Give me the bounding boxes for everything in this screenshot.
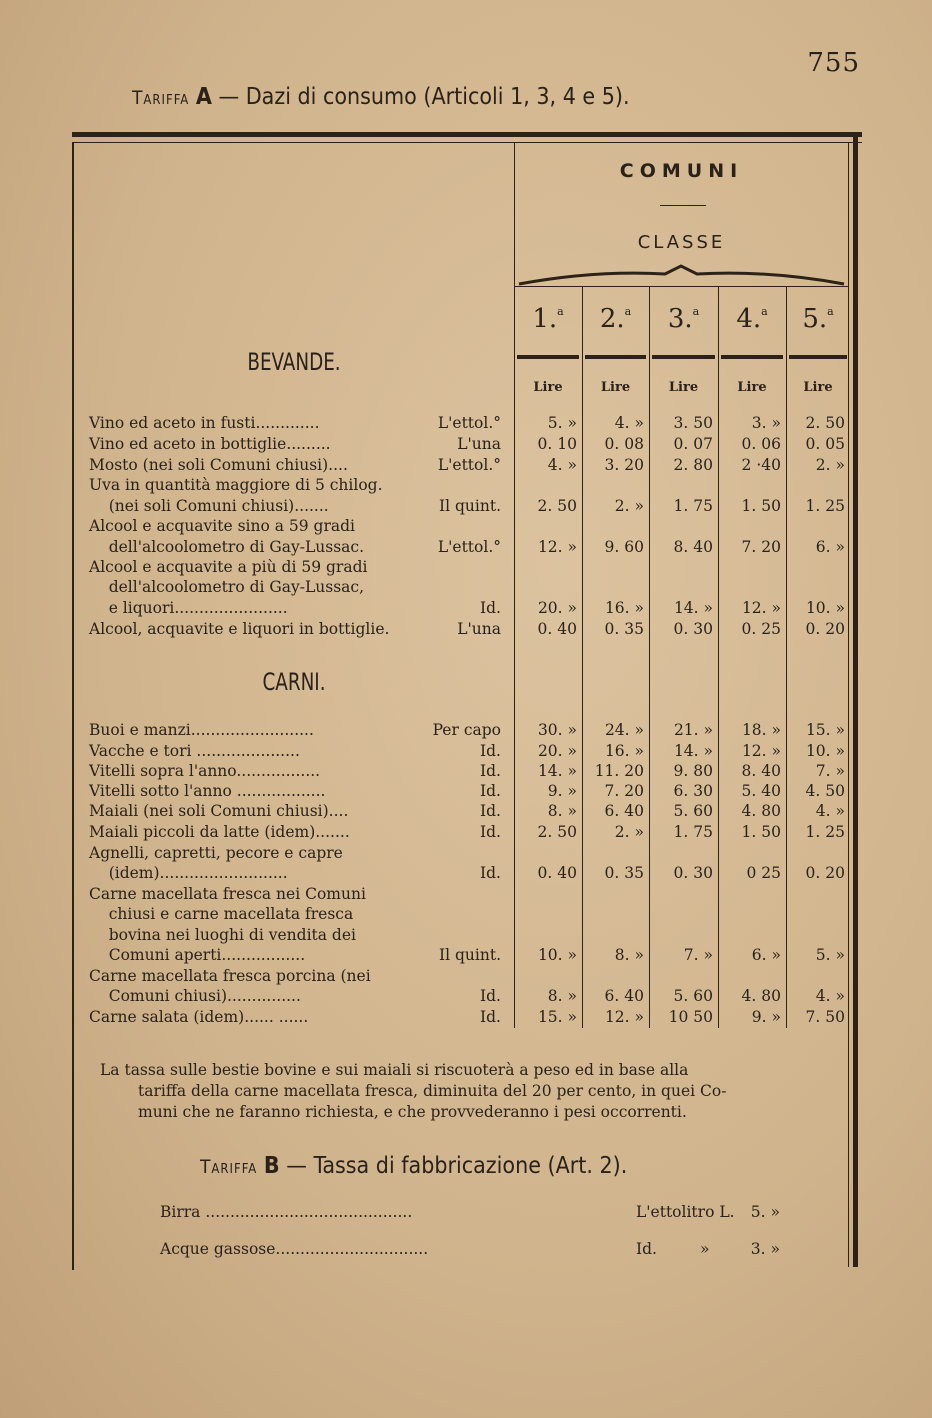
page-title: [132, 84, 630, 110]
row-label: Carne macellata fresca nei Comuni: [89, 885, 366, 903]
rate-cell: 8. »: [614, 946, 644, 964]
rate-cell: 21. »: [673, 721, 713, 739]
frame-right-border: [853, 137, 858, 1267]
table-top-rule: [72, 132, 862, 137]
row-label: Vino ed aceto in bottiglie.........: [89, 435, 331, 453]
tariffa-letter: A: [195, 84, 212, 110]
row-unit: Id.: [480, 802, 501, 820]
footnote-line: muni che ne faranno richiesta, e che provvederanno i pesi occorrenti.: [138, 1103, 687, 1121]
row-unit: L'ettolitro L.: [636, 1203, 735, 1221]
rate-cell: 1. 75: [673, 497, 713, 515]
row-label: Vacche e tori .....................: [89, 742, 300, 760]
class-header: 3.$^a$: [667, 304, 700, 334]
rate-cell: 5. »: [815, 946, 845, 964]
rate-cell: 0. 05: [805, 435, 845, 453]
rate-cell: 8. »: [547, 987, 577, 1005]
rate-cell: 5. »: [547, 414, 577, 432]
rate-cell: 0. 20: [805, 620, 845, 638]
rate-cell: 14. »: [673, 742, 713, 760]
row-value: 5. »: [750, 1203, 780, 1221]
row-label: Comuni aperti.................: [89, 946, 306, 964]
rate-cell: 4. 50: [805, 782, 845, 800]
rate-cell: 0. 35: [604, 864, 644, 882]
class-header: 1.$^a$: [532, 304, 564, 334]
rate-cell: 6. 30: [673, 782, 713, 800]
rate-cell: 14. »: [673, 599, 713, 617]
rate-cell: 20. »: [537, 599, 577, 617]
row-label: Acque gassose...............................: [160, 1240, 429, 1258]
rate-cell: 0. 07: [673, 435, 713, 453]
row-unit: Id.: [480, 742, 501, 760]
rate-cell: 15. »: [805, 721, 845, 739]
rate-cell: 10. »: [805, 599, 845, 617]
classe-heading: CLASSE: [637, 232, 726, 253]
row-unit: Per capo: [432, 721, 501, 739]
section-title: BEVANDE.: [247, 348, 341, 376]
rate-cell: 16. »: [604, 599, 644, 617]
rate-cell: 0. 30: [673, 864, 713, 882]
footnote: [100, 1060, 840, 1123]
rate-cell: 9. »: [751, 1008, 781, 1026]
row-currency: »: [700, 1240, 710, 1258]
rate-cell: 0. 08: [604, 435, 644, 453]
class-header: 4.$^a$: [736, 304, 768, 334]
rate-cell: 0. 20: [805, 864, 845, 882]
row-unit: Id.: [480, 782, 501, 800]
row-label: Alcool e acquavite sino a 59 gradi: [89, 517, 356, 535]
row-unit: L'ettol.°: [437, 414, 501, 432]
header-bar: [585, 355, 646, 359]
rate-cell: 5. 40: [741, 782, 781, 800]
title-text: — Dazi di consumo (Articoli 1, 3, 4 e 5).: [218, 84, 630, 110]
rate-cell: 24. »: [604, 721, 644, 739]
rate-cell: 2. »: [614, 497, 644, 515]
rate-cell: 8. 40: [741, 762, 781, 780]
row-unit: L'una: [457, 620, 501, 638]
row-label: Maiali (nei soli Comuni chiusi)....: [89, 802, 349, 820]
header-bar: [652, 355, 715, 359]
tariffa-word: Tariffa: [200, 1156, 258, 1178]
class-header: 2.$^a$: [599, 304, 632, 334]
rate-cell: 10. »: [537, 946, 577, 964]
row-label: (nei soli Comuni chiusi).......: [89, 497, 329, 515]
rate-cell: 5. 60: [673, 987, 713, 1005]
rate-cell: 2 ·40: [741, 456, 781, 474]
row-unit: L'ettol.°: [437, 456, 501, 474]
rate-cell: 7. 20: [741, 538, 781, 556]
rate-cell: 4. »: [614, 414, 644, 432]
rate-cell: 15. »: [537, 1008, 577, 1026]
row-label: Uva in quantità maggiore di 5 chilog.: [89, 476, 383, 494]
row-label: Mosto (nei soli Comuni chiusi)....: [89, 456, 348, 474]
row-unit: Id.: [636, 1240, 657, 1258]
rate-cell: 12. »: [537, 538, 577, 556]
rate-cell: 2. 50: [537, 823, 577, 841]
rate-cell: 0. 30: [673, 620, 713, 638]
rate-cell: 10. »: [805, 742, 845, 760]
rate-cell: 4. 80: [741, 802, 781, 820]
class-header: 5.$^a$: [802, 304, 834, 334]
rate-cell: 1. 25: [805, 823, 845, 841]
rate-cell: 6. »: [815, 538, 845, 556]
row-unit: Il quint.: [438, 497, 501, 515]
header-rule: [515, 286, 848, 287]
section-title: CARNI.: [262, 668, 326, 696]
header-bar: [517, 355, 579, 359]
rate-cell: 30. »: [537, 721, 577, 739]
rate-cell: 2. »: [815, 456, 845, 474]
rate-cell: 4. 80: [741, 987, 781, 1005]
brace-ornament: [515, 262, 848, 288]
rate-cell: 2. 80: [673, 456, 713, 474]
row-unit: Id.: [480, 987, 501, 1005]
rate-cell: 0. 25: [741, 620, 781, 638]
row-unit: Id.: [480, 599, 501, 617]
rate-cell: 1. 25: [805, 497, 845, 515]
rate-cell: 9. »: [547, 782, 577, 800]
title-text: — Tassa di fabbricazione (Art. 2).: [286, 1153, 628, 1179]
row-unit: Id.: [480, 864, 501, 882]
rate-cell: 6. 40: [604, 987, 644, 1005]
tariffa-b-title: [200, 1153, 627, 1179]
column-divider: [582, 286, 583, 1028]
rate-cell: 2. »: [614, 823, 644, 841]
rate-cell: 3. »: [751, 414, 781, 432]
row-unit: L'ettol.°: [437, 538, 501, 556]
row-label: Maiali piccoli da latte (idem).......: [89, 823, 350, 841]
rate-cell: 7. »: [815, 762, 845, 780]
row-label: (idem)..........................: [89, 864, 288, 882]
currency-label: Lire: [668, 380, 699, 395]
rate-cell: 11. 20: [594, 762, 644, 780]
tariffa-word: Tariffa: [132, 87, 190, 109]
row-value: 3. »: [750, 1240, 780, 1258]
currency-label: Lire: [600, 380, 631, 395]
rate-cell: 2. 50: [537, 497, 577, 515]
row-unit: L'una: [457, 435, 501, 453]
rate-cell: 18. »: [741, 721, 781, 739]
row-label: bovina nei luoghi di vendita dei: [89, 926, 356, 944]
rate-cell: 12. »: [604, 1008, 644, 1026]
rate-cell: 0. 35: [604, 620, 644, 638]
rate-cell: 8. 40: [673, 538, 713, 556]
currency-label: Lire: [737, 380, 767, 395]
row-label: dell'alcoolometro di Gay-Lussac,: [89, 578, 365, 596]
row-label: Vitelli sotto l'anno ..................: [89, 782, 326, 800]
rate-cell: 0. 40: [537, 864, 577, 882]
rate-cell: 1. 50: [741, 497, 781, 515]
column-divider: [786, 286, 787, 1028]
rate-cell: 3. 50: [673, 414, 713, 432]
rate-cell: 0 25: [746, 864, 781, 882]
rate-cell: 1. 50: [741, 823, 781, 841]
rate-cell: 10 50: [668, 1008, 713, 1026]
rate-cell: 9. 80: [673, 762, 713, 780]
rate-cell: 20. »: [537, 742, 577, 760]
row-unit: Id.: [480, 762, 501, 780]
row-label: Alcool, acquavite e liquori in bottiglie.: [89, 620, 390, 638]
footnote-line: tariffa della carne macellata fresca, diminuita del 20 per cento, in quei Co-: [138, 1082, 727, 1100]
rate-cell: 5. 60: [673, 802, 713, 820]
tariffa-letter: B: [263, 1153, 280, 1179]
column-divider: [649, 286, 650, 1028]
rate-cell: 12. »: [741, 742, 781, 760]
currency-label: Lire: [803, 380, 833, 395]
rate-cell: 4. »: [815, 987, 845, 1005]
row-label: Buoi e manzi.........................: [89, 721, 314, 739]
rate-cell: 0. 10: [537, 435, 577, 453]
row-unit: Id.: [480, 1008, 501, 1026]
rate-cell: 9. 60: [604, 538, 644, 556]
rate-cell: 4. »: [815, 802, 845, 820]
rate-cell: 7. 50: [805, 1008, 845, 1026]
row-label: Alcool e acquavite a più di 59 gradi: [89, 558, 368, 576]
row-label: dell'alcoolometro di Gay-Lussac.: [89, 538, 365, 556]
row-label: e liquori.......................: [89, 599, 288, 617]
rate-cell: 3. 20: [604, 456, 644, 474]
rate-cell: 2. 50: [805, 414, 845, 432]
row-label: Birra ..........................................: [160, 1203, 413, 1221]
comuni-heading: COMUNI: [619, 160, 744, 182]
rate-cell: 16. »: [604, 742, 644, 760]
rate-cell: 0. 40: [537, 620, 577, 638]
header-bar: [721, 355, 783, 359]
rate-cell: 0. 06: [741, 435, 781, 453]
row-label: chiusi e carne macellata fresca: [89, 905, 354, 923]
row-label: Vino ed aceto in fusti.............: [89, 414, 320, 432]
rate-cell: 7. »: [683, 946, 713, 964]
row-unit: Il quint.: [438, 946, 501, 964]
row-label: Carne macellata fresca porcina (nei: [89, 967, 371, 985]
rate-cell: 12. »: [741, 599, 781, 617]
header-bar: [789, 355, 847, 359]
row-label: Comuni chiusi)...............: [89, 987, 301, 1005]
footnote-line: La tassa sulle bestie bovine e sui maiali si riscuoterà a peso ed in base alla: [100, 1061, 689, 1079]
rate-cell: 4. »: [547, 456, 577, 474]
rate-cell: 7. 20: [604, 782, 644, 800]
rate-cell: 6. 40: [604, 802, 644, 820]
row-unit: Id.: [480, 823, 501, 841]
rate-cell: 6. »: [751, 946, 781, 964]
rate-cell: 14. »: [537, 762, 577, 780]
frame-left-border: [72, 142, 74, 1270]
currency-label: Lire: [533, 380, 563, 395]
table-top-thin-rule: [72, 142, 862, 143]
page-number: 755: [807, 48, 860, 78]
short-rule: [660, 205, 706, 206]
rate-cell: 8. »: [547, 802, 577, 820]
rate-cell: 1. 75: [673, 823, 713, 841]
row-label: Agnelli, capretti, pecore e capre: [89, 844, 343, 862]
row-label: Carne salata (idem)...... ......: [89, 1008, 309, 1026]
column-divider: [718, 286, 719, 1028]
row-label: Vitelli sopra l'anno.................: [89, 762, 321, 780]
